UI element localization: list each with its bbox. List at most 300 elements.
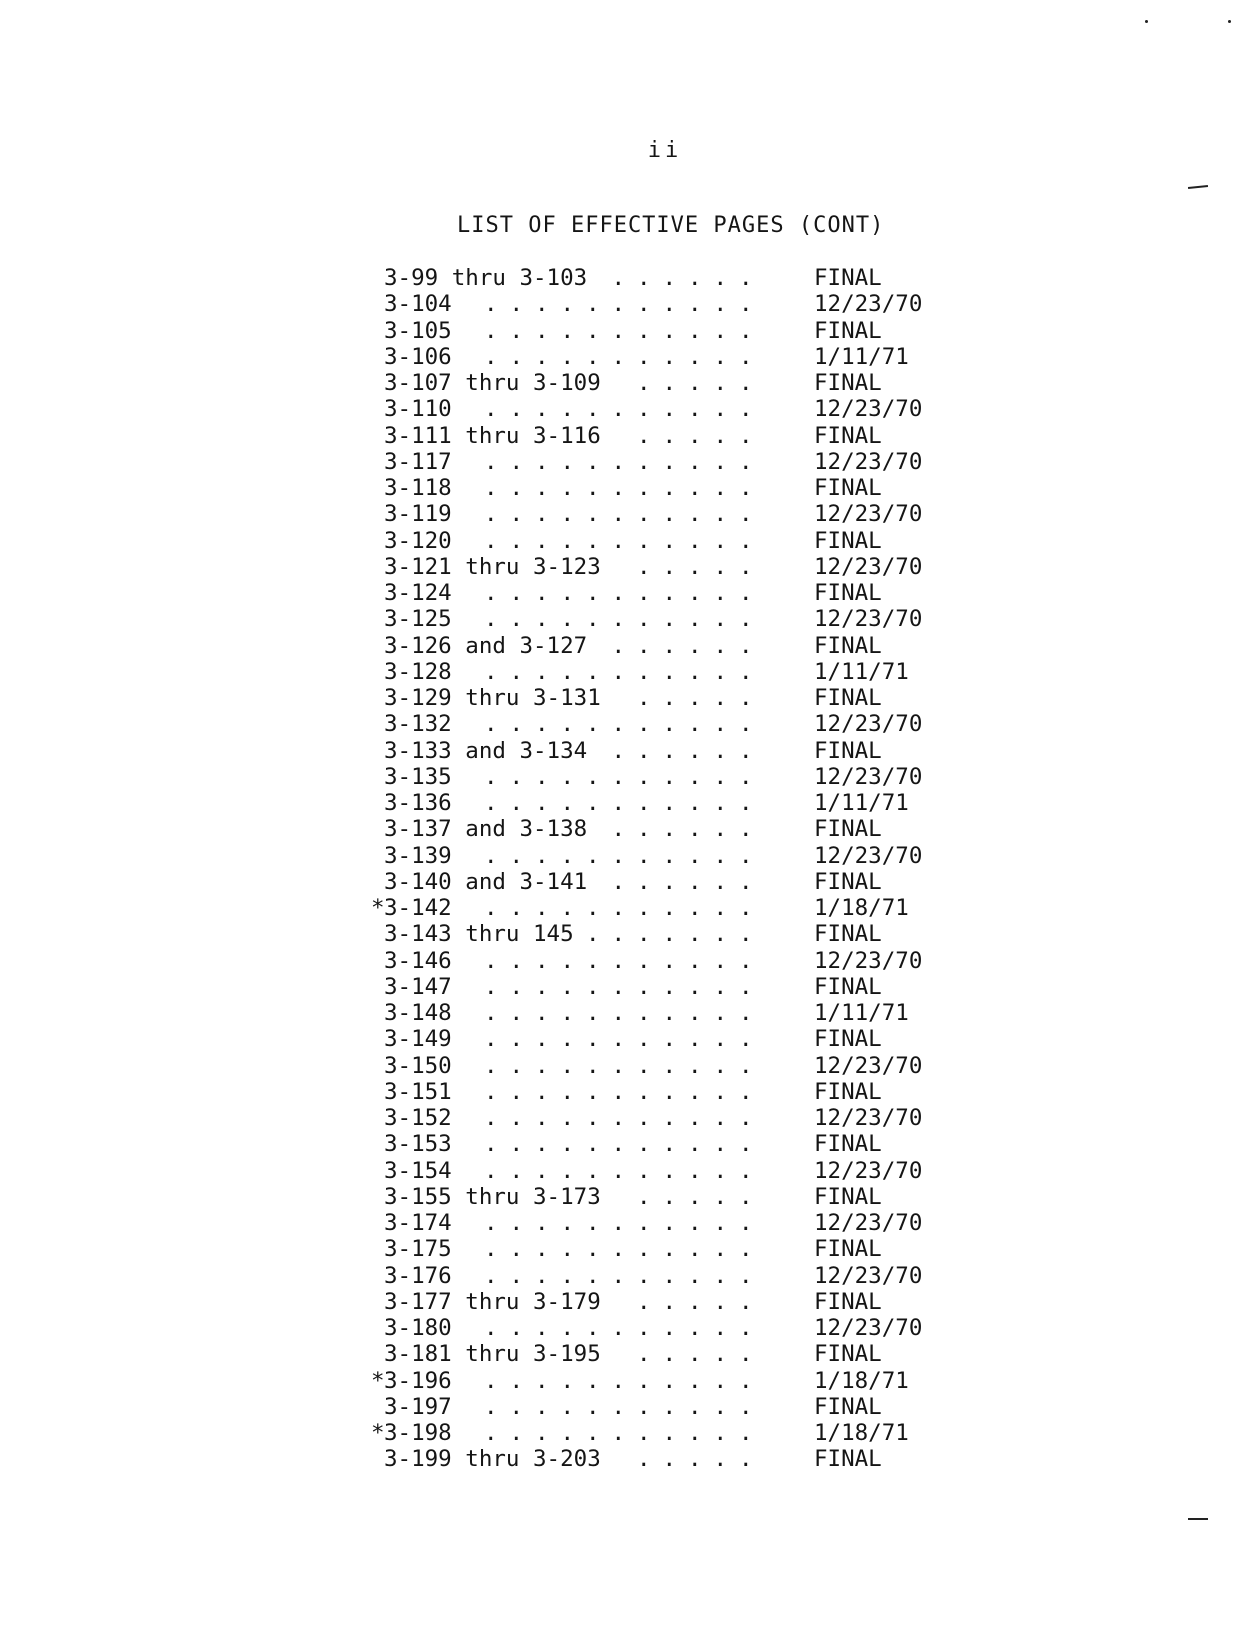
leader-dot: . [739, 658, 753, 685]
leader-dot: . [611, 763, 626, 790]
leader-dot: . [739, 396, 753, 423]
entry-page-label: 3-153 [384, 1131, 452, 1158]
leader-dot: . [662, 396, 677, 423]
dot-leader [384, 816, 774, 842]
leader-dot: . [739, 632, 753, 659]
leader-dot: . [611, 1157, 626, 1184]
dot-leader [384, 528, 774, 554]
dot-leader [384, 1131, 774, 1157]
leader-dot: . [611, 580, 626, 606]
entry-page-label: 3-106 [384, 343, 452, 370]
leader-dot: . [484, 1131, 498, 1158]
leader-dot: . [637, 842, 651, 869]
leader-dot: . [662, 580, 677, 606]
list-item [384, 1105, 944, 1131]
leader-dot: . [662, 737, 677, 764]
leader-dot: . [509, 658, 524, 685]
leader-dot: . [688, 1288, 702, 1315]
leader-dot: . [484, 527, 498, 554]
entry-status: FINAL [814, 527, 882, 554]
leader-dot: . [662, 1341, 677, 1368]
leader-dot: . [586, 1315, 600, 1341]
leader-dot: . [560, 895, 575, 921]
leader-dot: . [560, 475, 575, 501]
leader-dot: . [586, 1367, 600, 1394]
list-item [384, 711, 944, 737]
leader-dot: . [713, 1105, 728, 1131]
leader-dot: . [713, 1262, 728, 1289]
list-item [384, 1210, 944, 1236]
leader-dot: . [662, 501, 677, 528]
leader-dot: . [509, 580, 524, 606]
leader-dot: . [688, 1341, 702, 1368]
leader-dot: . [484, 606, 498, 633]
leader-dot: . [484, 947, 498, 974]
leader-dot: . [535, 343, 549, 370]
leader-dot: . [611, 1078, 626, 1105]
entry-page-label: 3-99 thru 3-103 [384, 265, 588, 291]
dot-leader [384, 1079, 774, 1105]
dot-leader [384, 1105, 774, 1131]
leader-dot: . [739, 527, 753, 554]
leader-dot: . [662, 1420, 677, 1446]
dot-leader [384, 633, 774, 659]
leader-dot: . [688, 973, 702, 1000]
leader-dot: . [586, 1000, 600, 1026]
leader-dot: . [535, 790, 549, 816]
leader-dot: . [662, 317, 677, 344]
entry-status: FINAL [814, 1183, 882, 1210]
leader-dot: . [662, 842, 677, 869]
leader-dot: . [484, 1026, 498, 1053]
leader-dot: . [535, 1393, 549, 1420]
list-item [384, 1026, 944, 1052]
leader-dot: . [662, 1262, 677, 1289]
entry-page-label: 3-146 [384, 947, 452, 974]
leader-dot: . [535, 711, 549, 738]
leader-dot: . [484, 1393, 498, 1420]
entry-page-label: 3-107 thru 3-109 [384, 370, 601, 396]
leader-dot: . [560, 658, 575, 685]
entry-status: 12/23/70 [814, 1157, 923, 1184]
leader-dot: . [739, 1183, 753, 1210]
leader-dot: . [637, 422, 651, 449]
entry-page-label: 3-147 [384, 973, 452, 1000]
leader-dot: . [509, 1000, 524, 1026]
leader-dot: . [688, 1026, 702, 1053]
leader-dot: . [688, 1393, 702, 1420]
dot-leader [384, 318, 774, 344]
leader-dot: . [509, 317, 524, 344]
list-item [384, 396, 944, 422]
entry-status: 12/23/70 [814, 1210, 923, 1236]
leader-dot: . [713, 685, 728, 711]
leader-dot: . [662, 1393, 677, 1420]
leader-dot: . [713, 1315, 728, 1341]
list-item [384, 790, 944, 816]
leader-dot: . [739, 947, 753, 974]
entry-status: 12/23/70 [814, 1315, 923, 1341]
leader-dot: . [637, 1157, 651, 1184]
dot-leader [384, 449, 774, 475]
dot-leader [384, 1000, 774, 1026]
leader-dot: . [509, 1157, 524, 1184]
leader-dot: . [509, 895, 524, 921]
leader-dot: . [637, 448, 651, 475]
leader-dot: . [586, 580, 600, 606]
list-item [384, 1131, 944, 1157]
leader-dot: . [611, 527, 626, 554]
leader-dot: . [484, 291, 498, 318]
entry-page-label: 3-152 [384, 1105, 452, 1131]
entry-page-label: 3-120 [384, 527, 452, 554]
leader-dot: . [688, 475, 702, 501]
entry-status: 1/11/71 [814, 343, 909, 370]
leader-dot: . [586, 475, 600, 501]
leader-dot: . [688, 1315, 702, 1341]
leader-dot: . [611, 1262, 626, 1289]
leader-dot: . [713, 790, 728, 816]
leader-dot: . [560, 790, 575, 816]
leader-dot: . [611, 711, 626, 738]
leader-dot: . [662, 1183, 677, 1210]
leader-dot: . [560, 1105, 575, 1131]
dot-leader [384, 1158, 774, 1184]
leader-dot: . [637, 1000, 651, 1026]
leader-dot: . [739, 1367, 753, 1394]
dot-leader [384, 1289, 774, 1315]
leader-dot: . [611, 1131, 626, 1158]
leader-dot: . [560, 1262, 575, 1289]
dot-leader [384, 344, 774, 370]
leader-dot: . [739, 343, 753, 370]
leader-dot: . [535, 947, 549, 974]
entry-status: FINAL [814, 1131, 882, 1158]
entry-page-label: 3-104 [384, 291, 452, 318]
leader-dot: . [484, 763, 498, 790]
leader-dot: . [713, 1446, 728, 1473]
leader-dot: . [586, 1420, 600, 1446]
leader-dot: . [739, 1026, 753, 1053]
leader-dot: . [739, 868, 753, 895]
entry-status: FINAL [814, 632, 882, 659]
leader-dot: . [611, 816, 626, 843]
entry-page-label: 3-137 and 3-138 [384, 816, 588, 843]
leader-dot: . [713, 973, 728, 1000]
entry-status: FINAL [814, 265, 882, 291]
leader-dot: . [509, 947, 524, 974]
leader-dot: . [611, 1420, 626, 1446]
leader-dot: . [688, 1420, 702, 1446]
leader-dot: . [662, 343, 677, 370]
leader-dot: . [535, 1000, 549, 1026]
entry-status: 12/23/70 [814, 606, 923, 633]
leader-dot: . [739, 1420, 753, 1446]
leader-dot: . [637, 501, 651, 528]
leader-dot: . [688, 632, 702, 659]
leader-dot: . [713, 921, 728, 948]
leader-dot: . [637, 632, 651, 659]
leader-dot: . [739, 370, 753, 396]
leader-dot: . [637, 685, 651, 711]
leader-dot: . [509, 527, 524, 554]
leader-dot: . [535, 475, 549, 501]
leader-dot: . [509, 1078, 524, 1105]
leader-dot: . [713, 1341, 728, 1368]
entry-status: FINAL [814, 580, 882, 606]
list-item [384, 1315, 944, 1341]
entry-status: FINAL [814, 973, 882, 1000]
leader-dot: . [739, 448, 753, 475]
entry-status: 12/23/70 [814, 291, 923, 318]
scan-mark [1228, 20, 1231, 23]
leader-dot: . [637, 1393, 651, 1420]
leader-dot: . [637, 527, 651, 554]
leader-dot: . [688, 343, 702, 370]
leader-dot: . [739, 1078, 753, 1105]
entry-page-label: 3-174 [384, 1210, 452, 1236]
dot-leader [384, 370, 774, 396]
leader-dot: . [586, 763, 600, 790]
leader-dot: . [611, 790, 626, 816]
dot-leader [384, 606, 774, 632]
dot-leader [384, 738, 774, 764]
leader-dot: . [637, 790, 651, 816]
leader-dot: . [509, 1367, 524, 1394]
entry-status: FINAL [814, 1341, 882, 1368]
leader-dot: . [662, 658, 677, 685]
leader-dot: . [713, 1367, 728, 1394]
leader-dot: . [637, 1078, 651, 1105]
leader-dot: . [739, 1288, 753, 1315]
leader-dot: . [688, 658, 702, 685]
leader-dot: . [688, 1210, 702, 1236]
leader-dot: . [509, 1026, 524, 1053]
leader-dot: . [560, 448, 575, 475]
leader-dot: . [662, 1105, 677, 1131]
leader-dot: . [535, 580, 549, 606]
leader-dot: . [713, 737, 728, 764]
list-item [384, 974, 944, 1000]
leader-dot: . [484, 1078, 498, 1105]
entry-status: FINAL [814, 1288, 882, 1315]
leader-dot: . [586, 842, 600, 869]
leader-dot: . [637, 1315, 651, 1341]
entry-status: 12/23/70 [814, 553, 923, 580]
leader-dot: . [535, 291, 549, 318]
leader-dot: . [637, 370, 651, 396]
leader-dot: . [688, 763, 702, 790]
entry-status: 1/11/71 [814, 658, 909, 685]
leader-dot: . [611, 842, 626, 869]
page-number: ii [647, 138, 683, 163]
leader-dot: . [688, 737, 702, 764]
leader-dot: . [560, 1131, 575, 1158]
dot-leader [384, 423, 774, 449]
leader-dot: . [688, 370, 702, 396]
entry-status: FINAL [814, 1078, 882, 1105]
leader-dot: . [637, 895, 651, 921]
leader-dot: . [484, 1210, 498, 1236]
entry-status: FINAL [814, 1236, 882, 1263]
entry-status: 12/23/70 [814, 501, 923, 528]
list-item [384, 764, 944, 790]
dot-leader [384, 869, 774, 895]
list-item [384, 1236, 944, 1262]
leader-dot: . [509, 1420, 524, 1446]
leader-dot: . [586, 1131, 600, 1158]
leader-dot: . [637, 291, 651, 318]
list-item [384, 816, 944, 842]
leader-dot: . [509, 1393, 524, 1420]
leader-dot: . [713, 1420, 728, 1446]
leader-dot: . [484, 790, 498, 816]
leader-dot: . [611, 921, 626, 948]
leader-dot: . [560, 1157, 575, 1184]
entry-status: FINAL [814, 1026, 882, 1053]
leader-dot: . [637, 816, 651, 843]
leader-dot: . [662, 527, 677, 554]
leader-dot: . [637, 396, 651, 423]
entry-page-label: 3-143 thru 145 [384, 921, 574, 948]
entry-page-label: 3-196 [384, 1367, 452, 1394]
leader-dot: . [586, 711, 600, 738]
leader-dot: . [662, 1367, 677, 1394]
leader-dot: . [662, 763, 677, 790]
leader-dot: . [560, 343, 575, 370]
leader-dot: . [484, 1420, 498, 1446]
leader-dot: . [535, 1236, 549, 1263]
leader-dot: . [662, 973, 677, 1000]
list-item [384, 580, 944, 606]
leader-dot: . [611, 1393, 626, 1420]
entry-page-label: 3-129 thru 3-131 [384, 685, 601, 711]
entry-page-label: 3-197 [384, 1393, 452, 1420]
leader-dot: . [713, 527, 728, 554]
list-item [384, 921, 944, 947]
leader-dot: . [560, 763, 575, 790]
leader-dot: . [637, 711, 651, 738]
leader-dot: . [713, 895, 728, 921]
leader-dot: . [637, 973, 651, 1000]
leader-dot: . [611, 448, 626, 475]
entry-status: FINAL [814, 317, 882, 344]
leader-dot: . [586, 606, 600, 633]
leader-dot: . [586, 291, 600, 318]
leader-dot: . [509, 1236, 524, 1263]
leader-dot: . [713, 553, 728, 580]
leader-dot: . [662, 921, 677, 948]
entry-page-label: 3-105 [384, 317, 452, 344]
list-item [384, 1446, 944, 1472]
leader-dot: . [535, 317, 549, 344]
leader-dot: . [637, 1446, 651, 1473]
change-marker: * [371, 1420, 385, 1446]
list-item [384, 554, 944, 580]
dot-leader [384, 790, 774, 816]
entry-status: FINAL [814, 1393, 882, 1420]
entry-page-label: 3-155 thru 3-173 [384, 1183, 601, 1210]
leader-dot: . [662, 422, 677, 449]
list-item [384, 606, 944, 632]
leader-dot: . [484, 1105, 498, 1131]
entry-page-label: 3-154 [384, 1157, 452, 1184]
leader-dot: . [560, 580, 575, 606]
leader-dot: . [509, 448, 524, 475]
leader-dot: . [586, 448, 600, 475]
leader-dot: . [688, 1105, 702, 1131]
scan-mark [1145, 20, 1148, 23]
leader-dot: . [637, 265, 651, 291]
dot-leader [384, 1026, 774, 1052]
leader-dot: . [509, 763, 524, 790]
leader-dot: . [611, 1105, 626, 1131]
dot-leader [384, 1184, 774, 1210]
leader-dot: . [688, 790, 702, 816]
leader-dot: . [611, 658, 626, 685]
leader-dot: . [484, 475, 498, 501]
entry-status: FINAL [814, 737, 882, 764]
leader-dot: . [662, 1288, 677, 1315]
list-item [384, 1263, 944, 1289]
leader-dot: . [739, 763, 753, 790]
leader-dot: . [739, 553, 753, 580]
leader-dot: . [535, 973, 549, 1000]
leader-dot: . [535, 396, 549, 423]
entry-status: 1/18/71 [814, 1420, 909, 1446]
leader-dot: . [739, 422, 753, 449]
list-item [371, 1367, 944, 1394]
leader-dot: . [637, 1183, 651, 1210]
leader-dot: . [509, 1210, 524, 1236]
leader-dot: . [688, 1367, 702, 1394]
leader-dot: . [739, 711, 753, 738]
leader-dot: . [662, 1157, 677, 1184]
change-marker: * [371, 1367, 385, 1394]
list-item [384, 423, 944, 449]
leader-dot: . [637, 343, 651, 370]
leader-dot: . [662, 895, 677, 921]
leader-dot: . [560, 1052, 575, 1079]
leader-dot: . [560, 1078, 575, 1105]
leader-dot: . [611, 396, 626, 423]
leader-dot: . [535, 1052, 549, 1079]
leader-dot: . [637, 1236, 651, 1263]
leader-dot: . [586, 317, 600, 344]
entry-page-label: 3-176 [384, 1262, 452, 1289]
leader-dot: . [739, 1000, 753, 1026]
leader-dot: . [484, 317, 498, 344]
leader-dot: . [662, 1446, 677, 1473]
leader-dot: . [713, 343, 728, 370]
leader-dot: . [535, 842, 549, 869]
entry-status: FINAL [814, 685, 882, 711]
entry-page-label: 3-110 [384, 396, 452, 423]
leader-dot: . [560, 1210, 575, 1236]
entry-page-label: 3-125 [384, 606, 452, 633]
list-item [384, 948, 944, 974]
leader-dot: . [586, 947, 600, 974]
leader-dot: . [713, 1210, 728, 1236]
leader-dot: . [484, 501, 498, 528]
entry-status: FINAL [814, 921, 882, 948]
leader-dot: . [560, 527, 575, 554]
leader-dot: . [560, 842, 575, 869]
entry-status: 1/11/71 [814, 790, 909, 816]
leader-dot: . [560, 317, 575, 344]
leader-dot: . [739, 1105, 753, 1131]
leader-dot: . [637, 1210, 651, 1236]
